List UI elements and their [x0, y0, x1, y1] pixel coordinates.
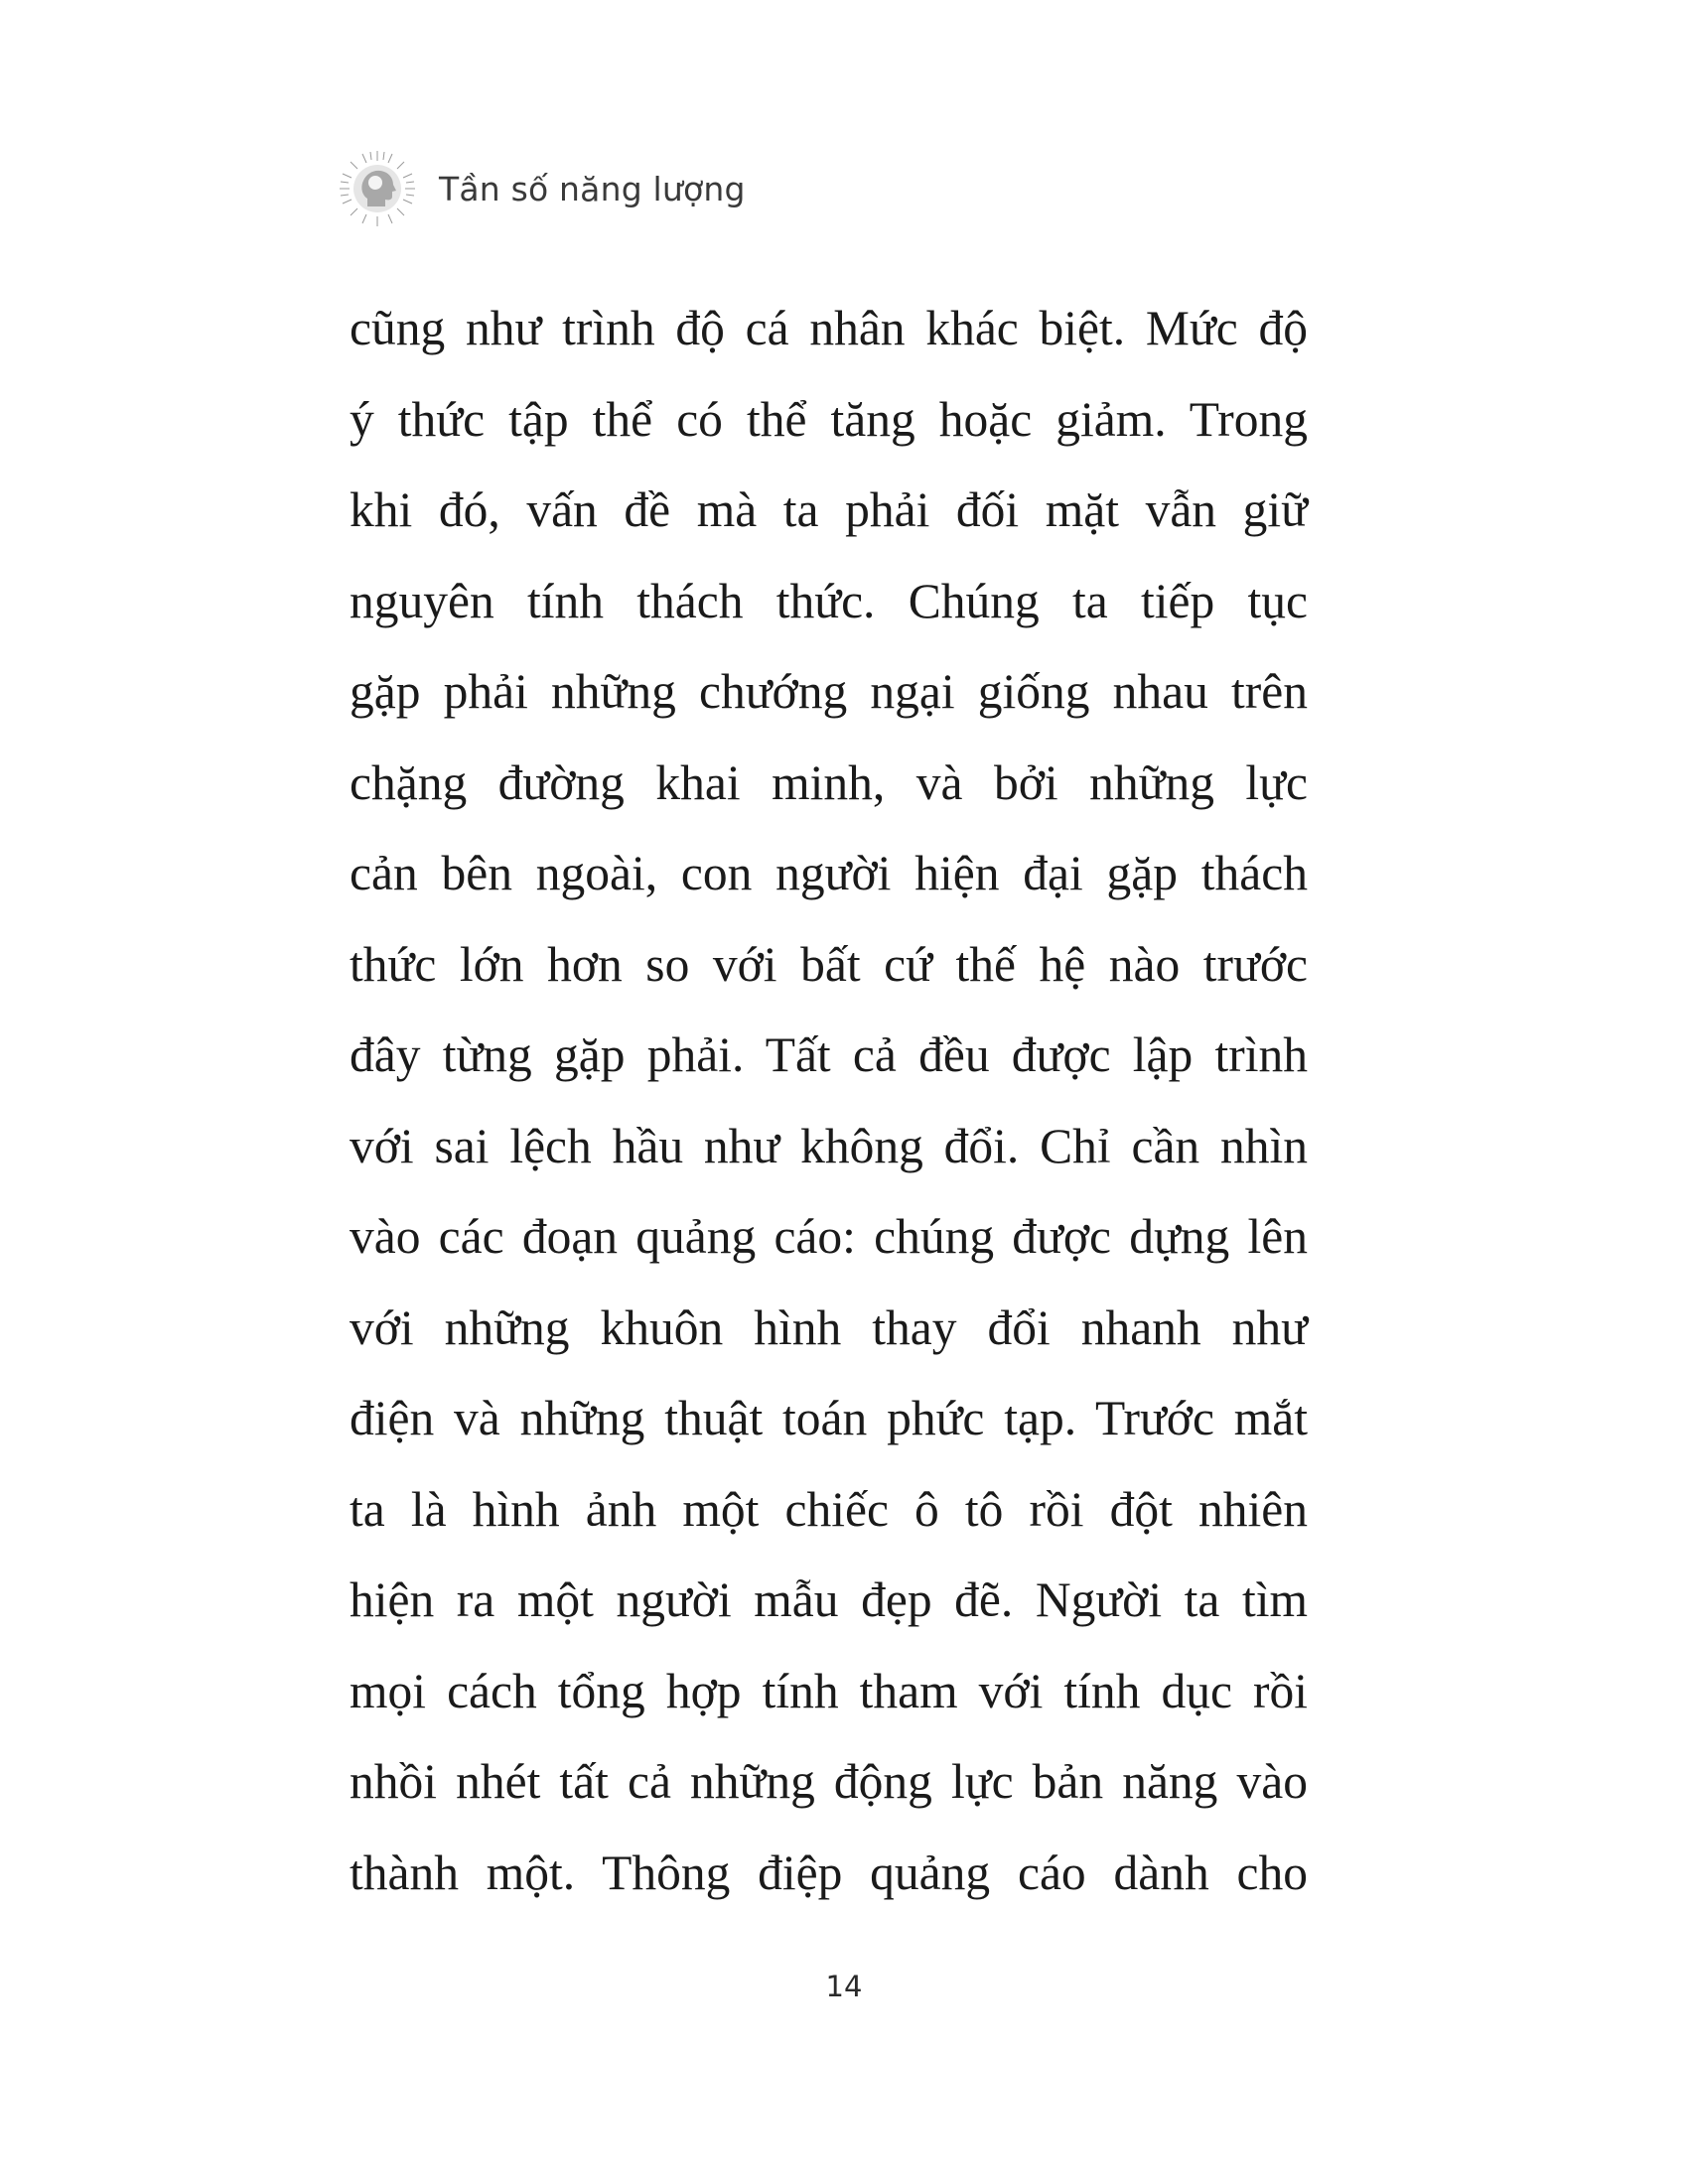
- body-text: [350, 283, 1308, 1918]
- text-line: điện và những thuật toán phức tạp. Trước mắt: [350, 1391, 1308, 1445]
- text-line: khi đó, vấn đề mà ta phải đối mặt vẫn giữ: [350, 482, 1308, 537]
- text-line: đây từng gặp phải. Tất cả đều được lập trình: [350, 1027, 1308, 1082]
- radiant-head-icon: [338, 149, 417, 228]
- text-line: mọi cách tổng hợp tính tham với tính dục rồi: [350, 1663, 1308, 1718]
- text-line: ý thức tập thể có thể tăng hoặc giảm. Trong: [350, 391, 1308, 447]
- page-number: 14: [825, 1970, 863, 2003]
- text-line: ta là hình ảnh một chiếc ô tô rồi đột nhiên: [350, 1481, 1308, 1537]
- text-line: nguyên tính thách thức. Chúng ta tiếp tục: [350, 573, 1308, 628]
- text-line: thức lớn hơn so với bất cứ thế hệ nào trước: [350, 936, 1308, 992]
- text-line: hiện ra một người mẫu đẹp đẽ. Người ta tìm: [350, 1572, 1308, 1627]
- running-header: [338, 149, 746, 228]
- text-line: cũng như trình độ cá nhân khác biệt. Mức độ: [350, 301, 1308, 355]
- text-line: gặp phải những chướng ngại giống nhau trên: [350, 664, 1308, 719]
- text-line: vào các đoạn quảng cáo: chúng được dựng lên: [350, 1209, 1308, 1264]
- text-line: chặng đường khai minh, và bởi những lực: [350, 754, 1308, 810]
- text-line: thành một. Thông điệp quảng cáo dành cho: [350, 1844, 1308, 1900]
- running-title: Tần số năng lượng: [439, 169, 746, 208]
- text-line: cản bên ngoài, con người hiện đại gặp thách: [350, 846, 1308, 900]
- text-line: với những khuôn hình thay đổi nhanh như: [350, 1299, 1308, 1355]
- text-line: với sai lệch hầu như không đổi. Chỉ cần nhìn: [350, 1118, 1308, 1173]
- text-line: nhồi nhét tất cả những động lực bản năng vào: [350, 1754, 1308, 1809]
